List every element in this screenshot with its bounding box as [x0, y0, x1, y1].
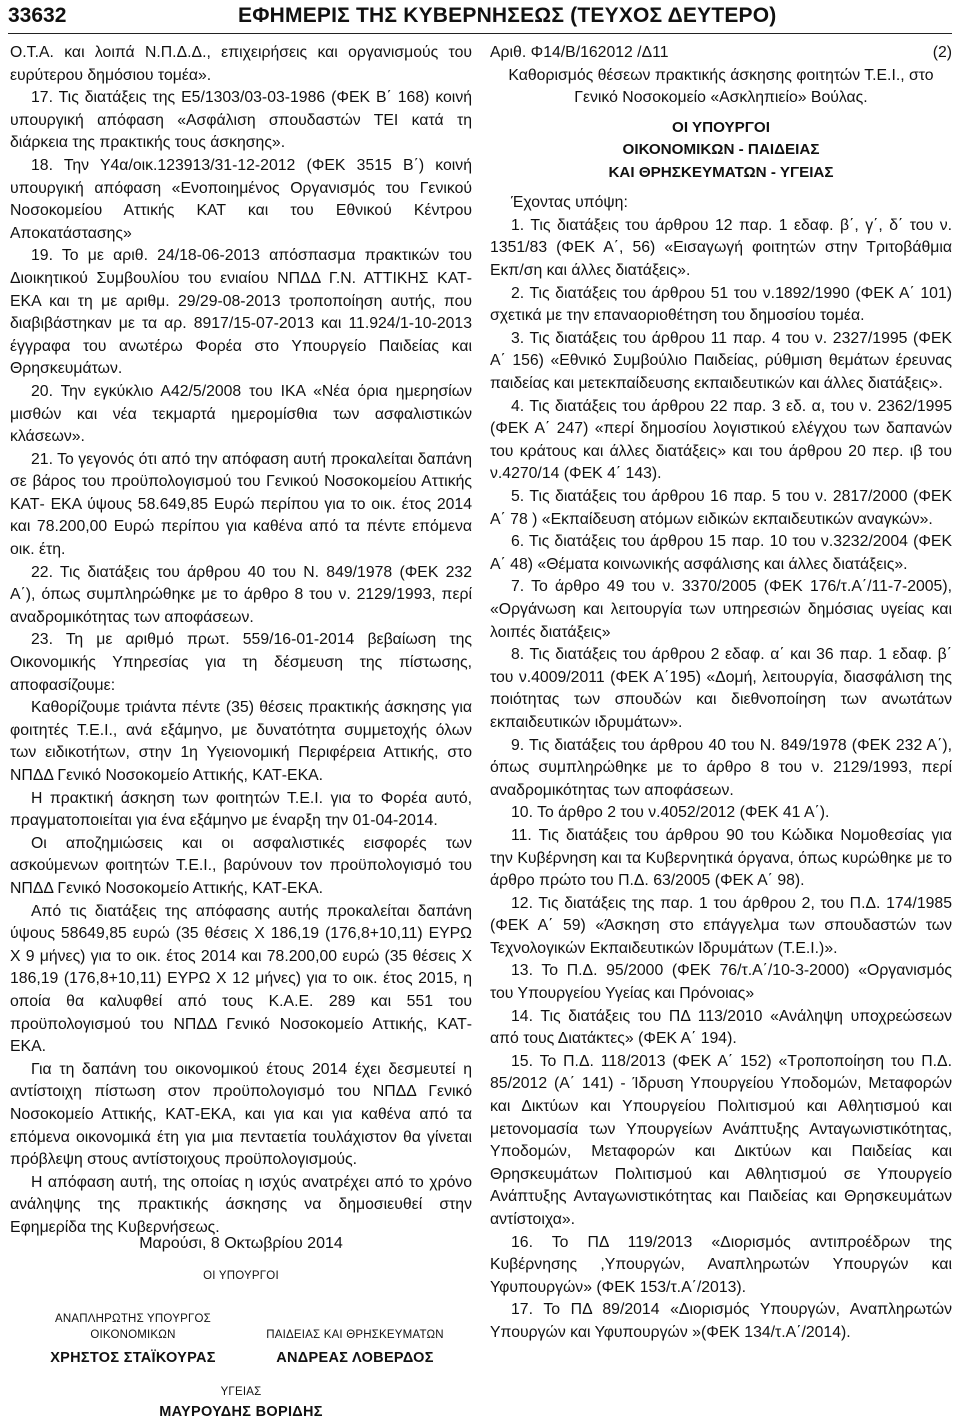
body-paragraph: Για τη δαπάνη του οικονομικού έτους 2014 έχει δεσμευτεί η αντίστοιχη πίστωση στον προϋπολογισμό του ΝΠΔΔ Γενικό Νοσοκομείο Αττικής, ΚΑΤ-ΕΚΑ, και για και για καθένα από τα επόμενα οικονομικά έτη για μια πενταετία τουλάχιστον θα γίνεται πρόβλεψη στους αντίστοιχους προϋπολογισμούς.	[10, 1060, 472, 1169]
place-date: Μαρούσι, 8 Οκτωβρίου 2014	[139, 1235, 343, 1252]
ministers-signature-title: ΟΙ ΥΠΟΥΡΓΟΙ	[203, 1270, 279, 1282]
recital-paragraph: 15. Το Π.Δ. 118/2013 (ΦΕΚ Α΄ 152) «Τροποποίηση του Π.Δ. 85/2012 (Α΄ 141) - Ίδρυση Υπουργείου Υποδομών, Μεταφορών και Δικτύων και Υπουργείου Πολιτισμού και Αθλητισμού και μετονομασία των Υπουργείων Ανάπτυξης Ανταγωνιστικότητας, Υποδομών, Μεταφορών και Δικτύων και Παιδείας και Θρησκευμάτων Πολιτισμού και Αθλητισμού σε Υπουργείο Ανάπτυξης Ανταγωνιστικότητας και Παιδείας και Θρησκευμάτων αντίστοιχα».	[490, 1052, 952, 1228]
recital-paragraph: 1. Τις διατάξεις του άρθρου 12 παρ. 1 εδαφ. β΄, γ΄, δ΄ του ν. 1351/83 (ΦΕΚ Α΄, 56) «Εισαγωγή φοιτητών στην Τριτοβάθμια Εκπ/ση και άλλες διατάξεις».	[490, 216, 952, 280]
body-paragraph: 21. Το γεγονός ότι από την απόφαση αυτή προκαλείται δαπάνη σε βάρος του προϋπολογισμού του Γενικού Νοσοκομείου Αττικής ΚΑΤ- ΕΚΑ ύψους 58.649,85 Ευρώ περίπου για το οικ. έτος 2014 και 78.200,00 Ευρώ περίπου για καθένα από τα πέντε επόμενα οικ. έτη.	[10, 450, 472, 559]
recital-paragraph: 14. Τις διατάξεις του ΠΔ 113/2010 «Ανάληψη υποχρεώσεων από τους Διατάκτες» (ΦΕΚ Α΄ 194).	[490, 1007, 952, 1048]
recital-paragraph: 4. Τις διατάξεις του άρθρου 22 παρ. 3 εδ. α, του ν. 2362/1995 (ΦΕΚ Α΄ 247) «περί δημοσίου λογιστικού ελέγχου των δαπανών του κράτους και άλλες διατάξεις» και του άρθρου 20 περ. ιβ του ν.4270/14 (ΦΕΚ 4΄ 143).	[490, 397, 952, 483]
body-paragraph: Η απόφαση αυτή, της οποίας η ισχύς ανατρέχει από το χρόνο ανάληψης της πρακτικής άσκησης να δημοσιευθεί στην Εφημερίδα της Κυβερνήσεως.	[10, 1173, 472, 1236]
body-paragraph: 17. Τις διατάξεις της Ε5/1303/03-03-1986 (ΦΕΚ Β΄ 168) κοινή υπουργική απόφαση «Ασφάλιση σπουδαστών ΤΕΙ κατά τη διάρκεια της πρακτικής τους άσκησης».	[10, 89, 472, 152]
right-column	[490, 42, 952, 1345]
body-paragraph: 19. Το με αριθ. 24/18-06-2013 απόσπασμα πρακτικών του Διοικητικού Συμβουλίου του ενιαίου ΝΠΔΔ Γ.Ν. ΑΤΤΙΚΗΣ ΚΑΤ-ΕΚΑ και τη με αριθμ. 29/29-08-2013 τροποποίηση αυτής, που διαβιβάστηκαν με τα αρ. 8917/15-07-2013 και 11.924/1-10-2013 έγγραφα του ανωτέρω Φορέα στο Υπουργείο Παιδείας και Θρησκευμάτων.	[10, 247, 472, 378]
body-paragraph: Από τις διατάξεις της απόφασης αυτής προκαλείται δαπάνη ύψους 58649,85 ευρώ (35 θέσεις Χ 186,19 (176,8+10,11) ΕΥΡΩ Χ 9 μήνες) για το οικ. έτος 2014 και 78.200,00 ευρώ (35 θέσεις Χ 186,19 (176,8+10,11) ΕΥΡΩ Χ 12 μήνες) για το οικ. έτος 2015, η οποία θα καλυφθεί από τους Κ.Α.Ε. 289 και 551 του προϋπολογισμού του ΝΠΔΔ Γενικό Νοσοκομείο Αττικής, ΚΑΤ-ΕΚΑ.	[10, 902, 472, 1056]
recital-paragraph: 3. Τις διατάξεις του άρθρου 11 παρ. 4 του ν. 2327/1995 (ΦΕΚ Α΄ 156) «Εθνικό Συμβούλιο Παιδείας, ρύθμιση θεμάτων έρευνας παιδείας και μετεκπαίδευσης εκπαιδευτικών και άλλες διατάξεις».	[490, 329, 952, 393]
recital-paragraph: Έχοντας υπόψη:	[511, 194, 628, 212]
recital-paragraph: 8. Τις διατάξεις του άρθρου 2 εδαφ. α΄ και 36 παρ. 1 εδαφ. β΄ του ν.4009/2011 (ΦΕΚ Α΄195) «Δομή, λειτουργία, διασφάλιση της ποιότητας των σπουδών και διεθνοποίηση των ανωτάτων εκπαιδευτικών ιδρυμάτων».	[490, 646, 952, 731]
recital-paragraph: 2. Τις διατάξεις του άρθρου 51 του ν.1892/1990 (ΦΕΚ Α΄ 101) σχετικά με την επαναοριοθέτηση του δημοσίου τομέα.	[490, 284, 952, 325]
education-minister-name: ΑΝΔΡΕΑΣ ΛΟΒΕΡΔΟΣ	[276, 1350, 434, 1366]
header-divider	[8, 33, 952, 34]
health-minister-name: ΜΑΥΡΟΥΔΗΣ ΒΟΡΙΔΗΣ	[159, 1404, 323, 1420]
recital-paragraph: 13. Το Π.Δ. 95/2000 (ΦΕΚ 76/τ.Α΄/10-3-2000) «Οργανισμός του Υπουργείου Υγείας και Πρόνοιας»	[490, 962, 952, 1003]
health-role: ΥΓΕΙΑΣ	[220, 1386, 262, 1398]
body-paragraph: 20. Την εγκύκλιο Α42/5/2008 του ΙΚΑ «Νέα όρια ημερησίων μισθών και νέα τεκμαρτά ημερομίσθια των ασφαλιστικών κλάσεων».	[10, 382, 472, 446]
finance-role-line1: ΑΝΑΠΛΗΡΩΤΗΣ ΥΠΟΥΡΓΟΣ	[55, 1313, 211, 1325]
recital-paragraph: 11. Τις διατάξεις του άρθρου 90 του Κώδικα Νομοθεσίας για την Κυβέρνηση και τα Κυβερνητικά όργανα, όπως κυρώθηκε με το άρθρο πρώτο του Π.Δ. 63/2005 (ΦΕΚ Α΄ 98).	[490, 826, 952, 890]
body-paragraph: 18. Την Υ4α/οικ.123913/31-12-2012 (ΦΕΚ 3515 Β΄) κοινή υπουργική απόφαση «Ενοποιημένος Οργανισμός του Γενικού Νοσοκομείου Αττικής ΚΑΤ και του Εθνικού Κέντρου Αποκατάστασης»	[10, 156, 472, 242]
decision-heading	[490, 42, 952, 65]
body-paragraph: 22. Τις διατάξεις του άρθρου 40 του Ν. 849/1978 (ΦΕΚ 232 Α΄), όπως συμπληρώθηκε με το άρθρο 8 του ν. 2129/1993, περί αναδρομικότητας των αποφάσεων.	[10, 563, 472, 626]
left-column	[10, 42, 472, 1239]
recital-paragraph: 16. Το ΠΔ 119/2013 «Διορισμός αντιπροέδρων της Κυβέρνησης ,Υπουργών, Αναπληρωτών Υπουργών και Υφυπουργών» (ΦΕΚ 153/τ.Α΄/2013).	[490, 1233, 952, 1296]
page-header	[8, 4, 952, 34]
body-paragraph: 23. Τη με αριθμό πρωτ. 559/16-01-2014 βεβαίωση της Οικονομικής Υπηρεσίας για τη δέσμευση της πίστωσης, αποφασίζουμε:	[10, 631, 472, 694]
finance-minister-name: ΧΡΗΣΤΟΣ ΣΤΑΪΚΟΥΡΑΣ	[50, 1350, 216, 1366]
recital-paragraph: 6. Τις διατάξεις του άρθρου 15 παρ. 10 του ν.3232/2004 (ΦΕΚ Α΄ 48) «Θέματα κοινωνικής ασφάλισης και άλλες διατάξεις».	[490, 533, 952, 573]
recital-paragraph: 5. Τις διατάξεις του άρθρου 16 παρ. 5 του ν. 2817/2000 (ΦΕΚ Α΄ 78 ) «Εκπαίδευση ατόμων ειδικών εκπαιδευτικών αναγκών».	[490, 488, 952, 528]
decision-subject: Καθορισμός θέσεων πρακτικής άσκησης φοιτητών Τ.Ε.Ι., στο Γενικό Νοσοκομείο «Ασκληπιείο» Βούλας.	[508, 66, 934, 107]
recital-paragraph: 12. Τις διατάξεις της παρ. 1 του άρθρου 2, του Π.Δ. 174/1985 (ΦΕΚ Α΄ 59) «Άσκηση στο επάγγελμα των σπουδαστών των Τεχνολογικών Εκπαιδευτικών Ιδρυμάτων (Τ.Ε.Ι.)».	[490, 894, 952, 957]
ministers-line-3: ΚΑΙ ΘΡΗΣΚΕΥΜΑΤΩΝ - ΥΓΕΙΑΣ	[608, 163, 834, 181]
issuing-ministers	[490, 117, 952, 185]
page-number: 33632	[8, 4, 67, 27]
ministers-line-1: ΟΙ ΥΠΟΥΡΓΟΙ	[672, 118, 770, 136]
body-paragraph: Οι αποζημιώσεις και οι ασφαλιστικές εισφορές των ασκούμενων φοιτητών Τ.Ε.Ι., βαρύνουν τον προϋπολογισμό του ΝΠΔΔ Γενικό Νοσοκομείο Αττικής, ΚΑΤ-ΕΚΑ.	[10, 834, 472, 897]
body-paragraph: Καθορίζουμε τριάντα πέντε (35) θέσεις πρακτικής άσκησης για φοιτητές Τ.Ε.Ι., ανά εξάμηνο, με δυνατότητα συμμετοχής όλων των ειδικοτήτων, στην 1η Υγειονομική Περιφέρεια Αττικής, στο ΝΠΔΔ Γενικό Νοσοκομείο Αττικής, ΚΑΤ-ΕΚΑ.	[10, 699, 472, 784]
body-paragraph: Ο.Τ.Α. και λοιπά Ν.Π.Δ.Δ., επιχειρήσεις και οργανισμούς του ευρύτερου δημόσιου τομέα».	[10, 44, 472, 84]
body-paragraph: Η πρακτική άσκηση των φοιτητών Τ.Ε.Ι. για το Φορέα αυτό, πραγματοποιείται για ένα εξάμηνο με έναρξη την 01-04-2014.	[10, 789, 472, 830]
ministers-line-2: ΟΙΚΟΝΟΜΙΚΩΝ - ΠΑΙΔΕΙΑΣ	[622, 141, 820, 159]
recital-paragraph: 17. Το ΠΔ 89/2014 «Διορισμός Υπουργών, Αναπληρωτών Υπουργών και Υφυπουργών »(ΦΕΚ 134/τ.Α΄/2014).	[490, 1301, 952, 1341]
recital-paragraph: 7. Το άρθρο 49 του ν. 3370/2005 (ΦΕΚ 176/τ.Α΄/11-7-2005), «Οργάνωση και λειτουργία των υπηρεσιών δημόσιας υγείας και λοιπές διατάξεις»	[490, 578, 952, 641]
recital-paragraph: 9. Τις διατάξεις του άρθρου 40 του Ν. 849/1978 (ΦΕΚ 232 Α΄), όπως συμπληρώθηκε με το άρθρο 8 του ν. 2129/1993, περί αναδρομικότητας των αποφάσεων.	[490, 736, 952, 799]
decision-number: Αριθ. Φ14/Β/162012 /Δ11	[490, 44, 669, 61]
decision-index: (2)	[932, 44, 952, 61]
finance-role-line2: ΟΙΚΟΝΟΜΙΚΩΝ	[90, 1329, 176, 1341]
recitals	[490, 192, 952, 1344]
gazette-title: ΕΦΗΜΕΡΙΣ ΤΗΣ ΚΥΒΕΡΝΗΣΕΩΣ (ΤΕΥΧΟΣ ΔΕΥΤΕΡΟ)	[238, 4, 777, 27]
recital-paragraph: 10. Το άρθρο 2 του ν.4052/2012 (ΦΕΚ 41 Α΄).	[511, 804, 830, 822]
education-role: ΠΑΙΔΕΙΑΣ ΚΑΙ ΘΡΗΣΚΕΥΜΑΤΩΝ	[266, 1329, 444, 1341]
